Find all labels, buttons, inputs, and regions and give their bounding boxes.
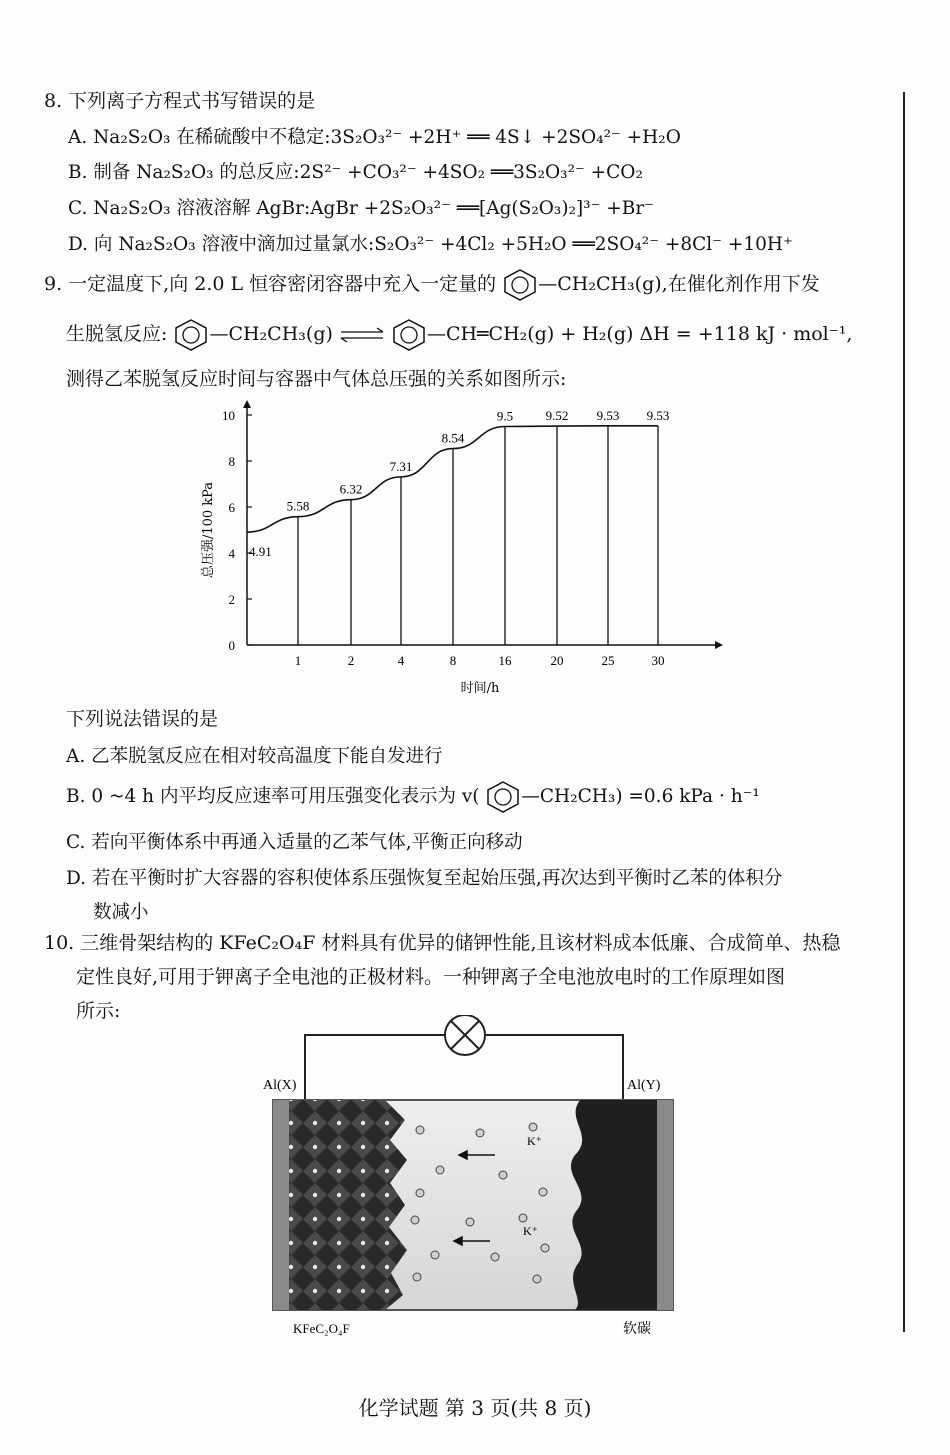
q9-reaction-prefix: 生脱氢反应:	[66, 323, 168, 345]
margin-line	[903, 92, 905, 1332]
q9-stem-part2: ,在催化剂作用下发	[661, 273, 820, 295]
cathode-label: KFeC₂O₄F	[293, 1321, 350, 1336]
anode-label: 软碳	[623, 1321, 651, 1337]
y-tick-label: 10	[222, 408, 235, 423]
cathode-material	[289, 1100, 407, 1310]
y-axis-label: 总压强/100 kPa	[201, 481, 216, 579]
data-label: 9.5	[496, 408, 514, 424]
right-electrode-label: Al(Y)	[627, 1078, 661, 1093]
q9-products: —CH═CH₂(g) + H₂(g) ΔH = +118 kJ · mol⁻¹,	[426, 323, 853, 345]
data-label: 9.53	[596, 407, 620, 423]
wire-right	[485, 1035, 623, 1100]
x-tick-label: 20	[550, 653, 564, 668]
data-label: 6.32	[339, 481, 363, 497]
left-electrode-label: Al(X)	[263, 1078, 297, 1093]
x-axis-arrow	[715, 641, 723, 649]
battery-diagram	[255, 1015, 695, 1340]
q8-option-c: C. Na₂S₂O₃ 溶液溶解 AgBr:AgBr +2S₂O₃²⁻ ══[Ag(S₂O₃)₂]³⁻ +Br⁻	[68, 198, 654, 219]
q10-line3: 所示:	[76, 1000, 121, 1022]
x-tick-label: 2	[347, 653, 355, 668]
anode-soft-carbon	[571, 1100, 657, 1310]
q9-option-b-suffix: —CH₂CH₃) =0.6 kPa · h⁻¹	[521, 786, 760, 807]
q10-line1: 10. 三维骨架结构的 KFeC₂O₄F 材料具有优异的储钾性能,且该材料成本低廉、合成简单、热稳	[44, 932, 841, 954]
q9-ethyl-label: —CH₂CH₃(g)	[538, 273, 662, 295]
x-tick-label: 25	[601, 653, 615, 668]
benzene-ring-icon	[391, 318, 427, 352]
x-tick-label: 30	[651, 653, 665, 668]
q9-stem-line3: 测得乙苯脱氢反应时间与容器中气体总压强的关系如图所示:	[66, 368, 567, 390]
ion-label-1: K⁺	[527, 1134, 542, 1148]
q9-reactant: —CH₂CH₃(g)	[209, 323, 333, 345]
y-tick-label: 6	[228, 500, 235, 515]
x-tick-label: 8	[449, 653, 457, 668]
x-tick-label: 4	[397, 653, 405, 668]
q10-line2: 定性良好,可用于钾离子全电池的正极材料。一种钾离子全电池放电时的工作原理如图	[76, 966, 786, 988]
q8-option-b: B. 制备 Na₂S₂O₃ 的总反应:2S²⁻ +CO₃²⁻ +4SO₂ ══3S₂O₃²⁻ +CO₂	[68, 162, 643, 183]
data-label: 9.53	[646, 407, 670, 423]
equilibrium-arrow-icon	[339, 325, 385, 345]
data-label: 9.52	[545, 408, 569, 424]
q9-stem-part1: 9. 一定温度下,向 2.0 L 恒容密闭容器中充入一定量的	[44, 273, 497, 295]
y-tick-label: 8	[228, 454, 235, 469]
q9-prompt: 下列说法错误的是	[66, 708, 219, 730]
q9-option-d-line2: 数减小	[93, 902, 149, 923]
q8-option-a: A. Na₂S₂O₃ 在稀硫酸中不稳定:3S₂O₃²⁻ +2H⁺ ══ 4S↓ +2SO₄²⁻ +H₂O	[68, 127, 681, 148]
left-current-collector	[273, 1100, 289, 1310]
data-label: 7.31	[389, 458, 413, 474]
x-axis-label: 时间/h	[460, 681, 500, 696]
y-tick-label: 0	[228, 638, 235, 653]
y-tick-label: 2	[228, 592, 235, 607]
q8-option-d: D. 向 Na₂S₂O₃ 溶液中滴加过量氯水:S₂O₃²⁻ +4Cl₂ +5H₂O ══2SO₄²⁻ +8Cl⁻ +10H⁺	[68, 234, 793, 255]
q9-option-d-line1: D. 若在平衡时扩大容器的容积使体系压强恢复至起始压强,再次达到平衡时乙苯的体积分	[66, 868, 783, 889]
benzene-ring-icon	[173, 318, 209, 352]
q9-option-b-prefix: B. 0 ~4 h 内平均反应速率可用压强变化表示为 v(	[66, 786, 480, 807]
q9-stem-line1	[44, 268, 820, 302]
x-tick-label: 16	[498, 653, 512, 668]
y-tick-label: 4	[228, 546, 235, 561]
right-current-collector	[657, 1100, 673, 1310]
data-label: 5.58	[286, 498, 310, 514]
x-tick-label: 1	[294, 653, 302, 668]
q9-option-a: A. 乙苯脱氢反应在相对较高温度下能自发进行	[66, 746, 443, 767]
y-axis-arrow	[243, 400, 251, 408]
page-footer: 化学试题 第 3 页(共 8 页)	[358, 1396, 592, 1420]
wire-left	[305, 1035, 445, 1100]
data-label-initial: 4.91	[249, 544, 272, 560]
q9-reaction-line	[66, 318, 852, 352]
q9-option-c: C. 若向平衡体系中再通入适量的乙苯气体,平衡正向移动	[66, 832, 523, 853]
lamp-icon	[445, 1015, 485, 1055]
pressure-time-chart	[190, 398, 730, 708]
q8-stem: 8. 下列离子方程式书写错误的是	[44, 90, 316, 112]
benzene-ring-icon	[485, 780, 521, 814]
q9-option-b	[66, 780, 760, 814]
data-label: 8.54	[441, 430, 465, 446]
ion-label-2: K⁺	[523, 1224, 538, 1238]
benzene-ring-icon	[502, 268, 538, 302]
